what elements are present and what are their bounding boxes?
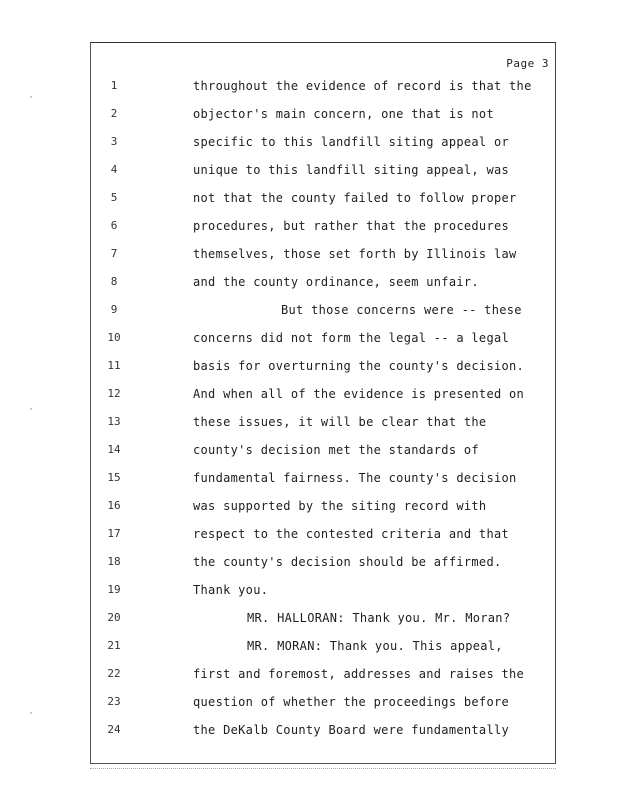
transcript-line [91,387,555,407]
line-text: and the county ordinance, seem unfair. [193,275,479,289]
transcript-line [91,135,555,155]
transcript-line [91,163,555,183]
line-text: first and foremost, addresses and raises the [193,667,525,681]
transcript-line [91,359,555,379]
line-number: 1 [110,79,118,92]
line-text: procedures, but rather that the procedures [193,219,510,233]
line-number: 11 [107,359,121,372]
line-text: Thank you. [193,583,269,597]
transcript-line [91,79,555,99]
transcript-line [91,247,555,267]
page-number: Page 3 [506,57,549,70]
line-text: MR. MORAN: Thank you. This appeal, [247,639,503,653]
line-number: 22 [107,667,121,680]
line-text: And when all of the evidence is presented on [193,387,525,401]
line-text: But those concerns were -- these [281,303,522,317]
transcript-line [91,443,555,463]
transcript-line [91,499,555,519]
transcript-line [91,303,555,323]
transcript-line [91,107,555,127]
line-text: respect to the contested criteria and that [193,527,510,541]
line-number: 6 [110,219,118,232]
line-number: 3 [110,135,118,148]
transcript-line [91,275,555,295]
line-number: 4 [110,163,118,176]
line-text: throughout the evidence of record is that the [193,79,532,93]
bottom-border [90,768,556,770]
line-number: 14 [107,443,121,456]
margin-mark: · [28,708,35,719]
transcript-line [91,695,555,715]
margin-mark: · [28,404,35,415]
line-number: 2 [110,107,118,120]
transcript-line [91,527,555,547]
line-number: 12 [107,387,121,400]
line-number: 21 [107,639,121,652]
line-text: not that the county failed to follow proper [193,191,517,205]
transcript-line [91,723,555,743]
line-text: was supported by the siting record with [193,499,487,513]
line-number: 24 [107,723,121,736]
line-text: fundamental fairness. The county's decision [193,471,517,485]
transcript-line [91,667,555,687]
line-number: 8 [110,275,118,288]
transcript-line [91,583,555,603]
line-text: the county's decision should be affirmed. [193,555,502,569]
transcript-line [91,555,555,575]
line-number: 13 [107,415,121,428]
transcript-line [91,415,555,435]
line-text: MR. HALLORAN: Thank you. Mr. Moran? [247,611,511,625]
transcript-page [90,42,556,764]
line-number: 16 [107,499,121,512]
line-number: 7 [110,247,118,260]
line-text: concerns did not form the legal -- a legal [193,331,510,345]
line-text: question of whether the proceedings before [193,695,510,709]
transcript-line [91,611,555,631]
margin-mark: · [28,92,35,103]
line-number: 9 [110,303,118,316]
line-text: county's decision met the standards of [193,443,479,457]
line-number: 5 [110,191,118,204]
line-text: objector's main concern, one that is not [193,107,494,121]
line-number: 17 [107,527,121,540]
line-text: the DeKalb County Board were fundamentally [193,723,510,737]
line-text: unique to this landfill siting appeal, was [193,163,510,177]
line-text: these issues, it will be clear that the [193,415,487,429]
line-number: 10 [107,331,121,344]
transcript-line [91,219,555,239]
transcript-line [91,639,555,659]
transcript-line [91,471,555,491]
line-number: 18 [107,555,121,568]
transcript-line [91,331,555,351]
line-text: specific to this landfill siting appeal or [193,135,510,149]
line-number: 23 [107,695,121,708]
line-text: basis for overturning the county's decision. [193,359,525,373]
transcript-line [91,191,555,211]
line-number: 15 [107,471,121,484]
line-text: themselves, those set forth by Illinois law [193,247,517,261]
line-number: 20 [107,611,121,624]
line-number: 19 [107,583,121,596]
